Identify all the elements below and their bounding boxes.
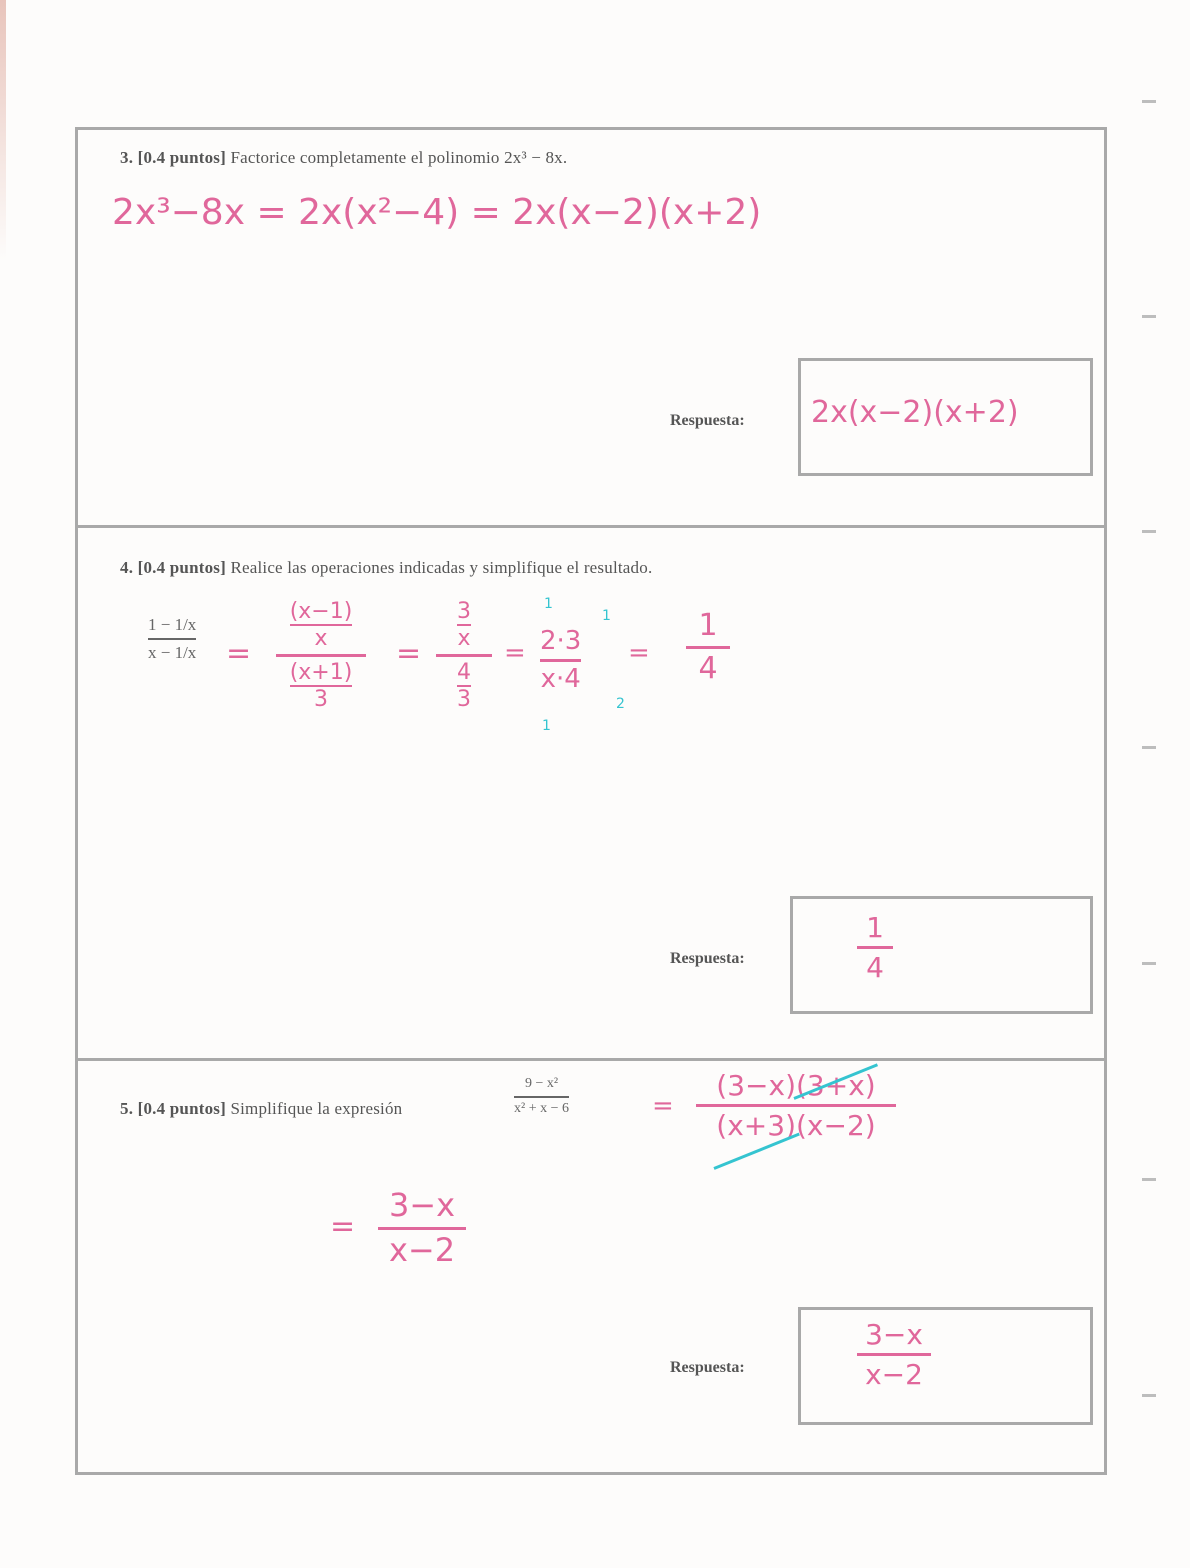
fraction-denominator: 4: [698, 650, 718, 686]
cancel-mark: 1: [542, 718, 551, 734]
fraction-bar: [540, 659, 581, 662]
step-1-complex-fraction: [276, 600, 366, 711]
answer-box: [798, 358, 1093, 476]
equals-sign: =: [504, 638, 526, 668]
problem-4: [78, 525, 1104, 1058]
step-2-numerator: [457, 600, 471, 650]
margin-mark: [1142, 100, 1156, 103]
margin-mark: [1142, 1394, 1156, 1397]
problem-number: 5.: [120, 1099, 134, 1118]
fraction-denominator: (x+3)(x−2): [716, 1109, 876, 1143]
equals-sign: =: [652, 1091, 674, 1121]
fraction-denominator: x·4: [540, 664, 581, 695]
fraction-numerator: 3−x: [865, 1318, 923, 1351]
margin-mark: [1142, 315, 1156, 318]
handwritten-answer: [857, 1320, 931, 1390]
handwritten-answer: 2x(x−2)(x+2): [811, 395, 1019, 430]
equals-sign: =: [628, 638, 650, 668]
problem-3-statement: [120, 148, 567, 168]
fraction-bar: [696, 1104, 896, 1107]
margin-mark: [1142, 530, 1156, 533]
margin-mark: [1142, 962, 1156, 965]
fraction-bar: [378, 1227, 466, 1230]
fraction-denominator: x: [457, 626, 471, 652]
exam-sheet: [75, 127, 1107, 1475]
margin-mark: [1142, 1178, 1156, 1181]
problem-number: 4.: [120, 558, 134, 577]
problem-3: [78, 130, 1104, 525]
fraction-denominator: 3: [314, 687, 328, 713]
simplified-fraction: [378, 1186, 466, 1269]
step-2-denominator: [457, 661, 471, 711]
fraction-numerator: 1: [698, 608, 718, 643]
problem-5-statement: [120, 1099, 402, 1119]
factored-fraction: [696, 1071, 896, 1141]
given-expression: [514, 1077, 569, 1116]
equals-sign: =: [330, 1209, 356, 1244]
step-result-fraction: [686, 610, 730, 684]
fraction-bar: [514, 1096, 569, 1098]
cancel-mark: 2: [616, 696, 625, 712]
fraction-numerator: 1: [866, 911, 884, 944]
step-2-complex-fraction: [436, 600, 492, 711]
fraction-denominator: x−2: [865, 1358, 923, 1392]
fraction-numerator: 1 − 1/x: [148, 615, 197, 634]
problem-points: [0.4 puntos]: [137, 558, 226, 577]
main-fraction-bar: [276, 654, 366, 657]
answer-label: Respuesta:: [670, 950, 745, 967]
fraction-bar: [857, 946, 893, 949]
fraction-denominator: x² + x − 6: [514, 1100, 569, 1116]
fraction-bar: [857, 1353, 931, 1356]
fraction-denominator: x−2: [388, 1230, 456, 1269]
problem-prompt: Factorice completamente el polinomio 2x³ − 8x.: [230, 148, 568, 167]
step-1-denominator: [290, 661, 353, 711]
fraction-numerator: 9 − x²: [524, 1076, 559, 1091]
step-3-fraction: [540, 628, 581, 694]
fraction-denominator: x: [314, 626, 328, 652]
margin-mark: [1142, 746, 1156, 749]
fraction-numerator: 3−x: [388, 1186, 456, 1224]
problem-points: [0.4 puntos]: [137, 148, 226, 167]
fraction-bar: [686, 646, 730, 649]
step-1-numerator: [290, 600, 353, 650]
fraction-numerator: (3−x)(3+x): [716, 1069, 876, 1102]
fraction-denominator: x − 1/x: [148, 642, 197, 662]
equals-sign: =: [226, 636, 252, 671]
fraction-bar: [148, 638, 196, 640]
fraction-denominator: 4: [866, 951, 884, 985]
problem-number: 3.: [120, 148, 134, 167]
problem-prompt: Realice las operaciones indicadas y simplifique el resultado.: [230, 558, 653, 577]
fraction-numerator: 2·3: [540, 626, 582, 656]
answer-box: [798, 1307, 1093, 1425]
problem-points: [0.4 puntos]: [137, 1099, 226, 1118]
handwritten-answer: [857, 913, 893, 983]
cancel-mark: 1: [602, 608, 611, 624]
equals-sign: =: [396, 636, 422, 671]
answer-box: [790, 896, 1093, 1014]
problem-4-statement: [120, 558, 652, 578]
problem-prompt: Simplifique la expresión: [230, 1099, 403, 1118]
fraction-denominator: 3: [457, 687, 471, 713]
answer-label: Respuesta:: [670, 412, 745, 429]
scan-edge: [0, 0, 6, 260]
fraction-numerator: 4: [457, 660, 471, 686]
handwritten-work: 2x³−8x = 2x(x²−4) = 2x(x−2)(x+2): [112, 192, 762, 233]
fraction-numerator: 3: [457, 599, 471, 624]
fraction-numerator: (x−1): [289, 599, 353, 624]
answer-label: Respuesta:: [670, 1359, 745, 1376]
given-expression: [148, 616, 196, 662]
main-fraction-bar: [436, 654, 492, 657]
cancel-mark: 1: [544, 596, 553, 612]
problem-5: [78, 1058, 1104, 1472]
fraction-numerator: (x+1): [289, 660, 353, 686]
